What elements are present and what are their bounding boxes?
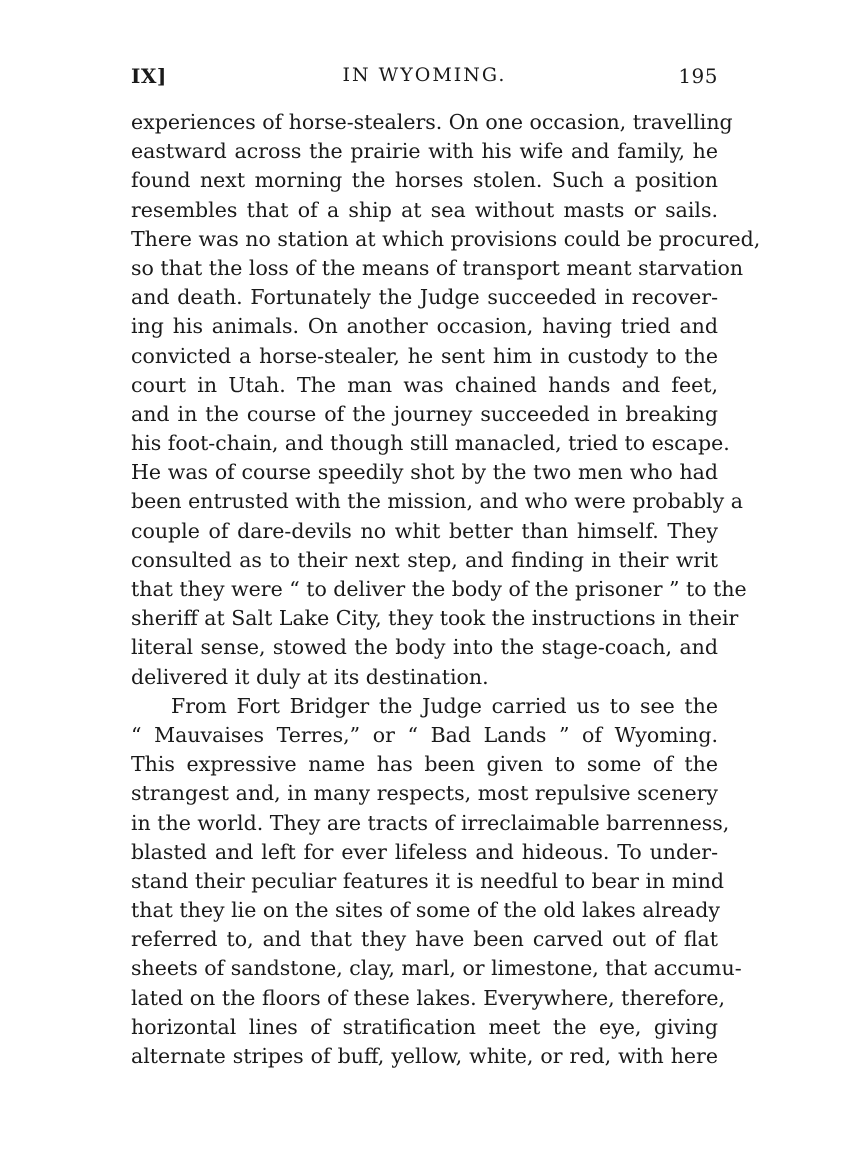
- text-line: There was no station at which provisions could be procured,: [131, 226, 761, 251]
- text-line: in the world. They are tracts of irreclaimable barrenness,: [131, 810, 730, 835]
- text-line: that they lie on the sites of some of the old lakes already: [131, 898, 720, 923]
- running-title: IN WYOMING.: [342, 64, 507, 86]
- running-head: [131, 64, 718, 92]
- text-line: “ Mauvaises Terres,” or “ Bad Lands ” of Wyoming.: [131, 722, 718, 747]
- text-line: and in the course of the journey succeeded in breaking: [131, 401, 718, 426]
- chapter-number: IX]: [131, 64, 167, 88]
- text-line: court in Utah. The man was chained hands and feet,: [131, 372, 718, 397]
- body-text: [131, 108, 761, 1071]
- text-line: consulted as to their next step, and finding in their writ: [131, 547, 718, 572]
- text-line: eastward across the prairie with his wife and family, he: [131, 139, 718, 164]
- text-line: experiences of horse-stealers. On one occasion, travelling: [131, 110, 733, 134]
- paragraph-first-line: From Fort Bridger the Judge carried us to see the: [171, 693, 718, 718]
- text-line: sheets of sandstone, clay, marl, or limestone, that accumu-: [131, 956, 742, 981]
- text-line: blasted and left for ever lifeless and hideous. To under-: [131, 839, 718, 864]
- text-line: resembles that of a ship at sea without masts or sails.: [131, 197, 718, 222]
- text-line: literal sense, stowed the body into the stage-coach, and: [131, 635, 718, 660]
- text-line: that they were “ to deliver the body of the prisoner ” to the: [131, 577, 747, 601]
- text-line: been entrusted with the mission, and who were probably a: [131, 489, 743, 514]
- text-line: convicted a horse-stealer, he sent him in custody to the: [131, 343, 718, 368]
- text-line: couple of dare-devils no whit better than himself. They: [131, 518, 718, 543]
- text-line: so that the loss of the means of transport meant starvation: [131, 255, 744, 280]
- text-line: found next morning the horses stolen. Such a position: [131, 168, 718, 193]
- text-line: and death. Fortunately the Judge succeeded in recover-: [131, 285, 718, 310]
- text-line: lated on the floors of these lakes. Everywhere, therefore,: [131, 985, 725, 1010]
- page-number: 195: [678, 64, 718, 88]
- text-line: He was of course speedily shot by the two men who had: [131, 460, 718, 485]
- text-line: alternate stripes of buff, yellow, white, or red, with here: [131, 1044, 718, 1068]
- text-line: referred to, and that they have been carved out of flat: [131, 927, 718, 952]
- text-line: This expressive name has been given to some of the: [131, 752, 718, 777]
- text-line: his foot-chain, and though still manacled, tried to escape.: [131, 431, 730, 456]
- text-line: stand their peculiar features it is needful to bear in mind: [131, 868, 725, 893]
- paragraph-last-line: delivered it duly at its destination.: [131, 664, 489, 689]
- text-line: horizontal lines of stratification meet the eye, giving: [131, 1014, 718, 1039]
- text-line: strangest and, in many respects, most repulsive scenery: [131, 781, 718, 806]
- text-line: sheriff at Salt Lake City, they took the instructions in their: [131, 606, 739, 631]
- text-line: ing his animals. On another occasion, having tried and: [131, 314, 718, 339]
